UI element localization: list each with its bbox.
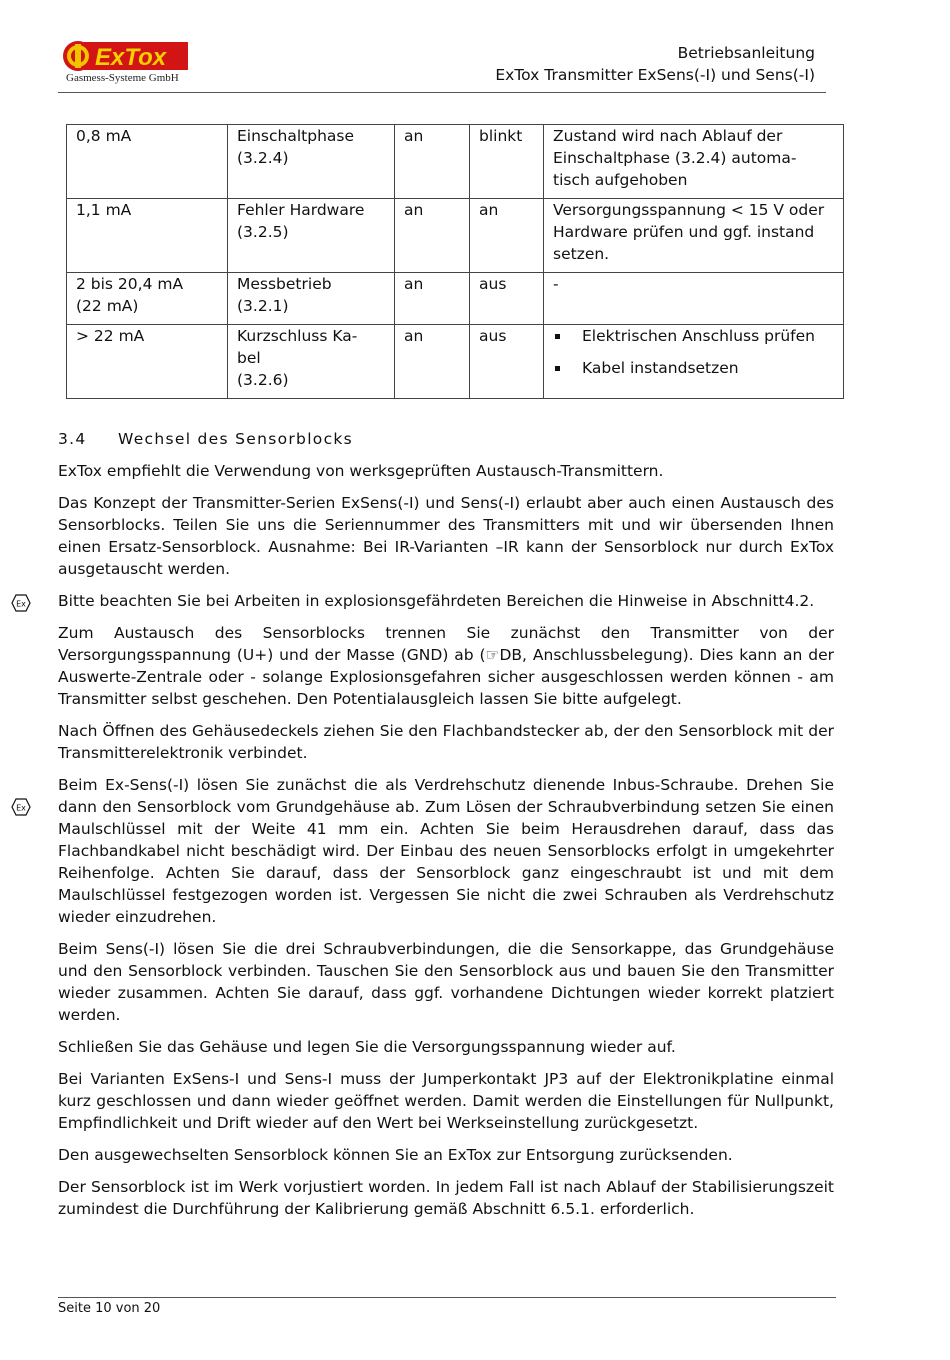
paragraph: Beim Ex-Sens(-I) lösen Sie zunächst die als Verdrehschutz dienende Inbus-Schraube. Drehen Sie dann den Sensorblock vom Grundgehäuse ab. Zum Lösen der Schraubverbindung setzen Sie einen Maulschlüssel mit der Weite 41 mm ein. Achten Sie beim Herausdrehen darauf, dass das Flachbandkabel nicht beschädigt wird. Der Einbau des neuen Sensorblocks erfolgt in umgekehrter Reihenfolge. Achten Sie darauf, dass der Sensorblock ganz eingeschraubt ist und mit dem Maulschlüssel festgezogen worden ist. Vergessen Sie nicht die zwei Schrauben als Verdrehschutz wieder einzudrehen.: [58, 776, 834, 926]
ex-hazard-icon: [11, 798, 31, 816]
list-item: Kabel instandsetzen: [553, 357, 843, 379]
table-cell: an: [395, 273, 470, 325]
company-logo: [62, 40, 190, 88]
paragraph: ExTox empfiehlt die Verwendung von werksgeprüften Austausch-Transmittern.: [58, 462, 664, 480]
table-cell: [544, 325, 844, 399]
extox-logo-mark: [62, 40, 188, 72]
paragraph: Das Konzept der Transmitter-Serien ExSens(-I) und Sens(-I) erlaubt aber auch einen Austausch des Sensorblocks. Teilen Sie uns die Seriennummer des Transmitters mit und wir übersenden Ihnen einen Ersatz-Sensorblock. Ausnahme: Bei IR-Varianten –IR kann der Sensorblock nur durch ExTox ausgetauscht werden.: [58, 494, 834, 578]
paragraph: Bitte beachten Sie bei Arbeiten in explosionsgefährdeten Bereichen die Hinweise in Abschnitt4.2.: [58, 592, 815, 610]
paragraph: Beim Sens(-I) lösen Sie die drei Schraubverbindungen, die die Sensorkappe, das Grundgehäuse und den Sensorblock verbinden. Tauschen Sie den Sensorblock aus und bauen Sie den Transmitter wieder zusammen. Achten Sie darauf, dass ggf. vorhandene Dichtungen wieder korrekt platziert werden.: [58, 940, 834, 1024]
logo-text: ExTox: [95, 44, 167, 71]
paragraph: Schließen Sie das Gehäuse und legen Sie die Versorgungsspannung wieder auf.: [58, 1038, 676, 1056]
header-subtitle: ExTox Transmitter ExSens(-I) und Sens(-I): [495, 66, 815, 84]
table-cell: an: [395, 199, 470, 273]
header-divider: [58, 92, 826, 93]
body-text: [58, 460, 834, 1230]
page-number: Seite 10 von 20: [58, 1301, 161, 1316]
svg-text:Ex: Ex: [16, 599, 26, 609]
table-row: [67, 325, 844, 399]
status-table: [66, 124, 844, 399]
table-row: [67, 273, 844, 325]
table-cell: an: [470, 199, 544, 273]
document-header: [495, 42, 815, 86]
table-cell: an: [395, 125, 470, 199]
table-row: [67, 125, 844, 199]
header-title: Betriebsanleitung: [677, 44, 815, 62]
table-cell: Messbetrieb (3.2.1): [228, 273, 395, 325]
table-cell: 1,1 mA: [67, 199, 228, 273]
table-cell: Zustand wird nach Ablauf der Einschaltphase (3.2.4) automa-tisch aufgehoben: [544, 125, 844, 199]
table-cell: 0,8 mA: [67, 125, 228, 199]
section-title: Wechsel des Sensorblocks: [118, 430, 354, 448]
table-cell: -: [544, 273, 844, 325]
table-cell: Einschaltphase (3.2.4): [228, 125, 395, 199]
bullet-list: [553, 325, 843, 379]
svg-text:Ex: Ex: [16, 803, 26, 813]
paragraph: Bei Varianten ExSens-I und Sens-I muss der Jumperkontakt JP3 auf der Elektronikplatine einmal kurz geschlossen und dann wieder geöffnet werden. Damit werden die Einstellungen für Nullpunkt, Empfindlichkeit und Drift wieder auf den Wert bei Werkseinstellung zurückgesetzt.: [58, 1070, 834, 1132]
table-cell: aus: [470, 325, 544, 399]
table-cell: Fehler Hardware (3.2.5): [228, 199, 395, 273]
paragraph: Den ausgewechselten Sensorblock können Sie an ExTox zur Entsorgung zurücksenden.: [58, 1146, 733, 1164]
table-cell: 2 bis 20,4 mA (22 mA): [67, 273, 228, 325]
paragraph: Zum Austausch des Sensorblocks trennen Sie zunächst den Transmitter von der Versorgungsspannung (U+) und der Masse (GND) ab (☞DB, Anschlussbelegung). Dies kann an der Auswerte-Zentrale oder - solange Explosionsgefahren sicher ausgeschlossen werden können - am Transmitter selbst geschehen. Den Potentialausgleich lassen Sie bitte aufgelegt.: [58, 624, 834, 708]
table-cell: blinkt: [470, 125, 544, 199]
paragraph: Nach Öffnen des Gehäusedeckels ziehen Sie den Flachbandstecker ab, der den Sensorblock mit der Transmitterelektronik verbindet.: [58, 722, 834, 762]
paragraph: Der Sensorblock ist im Werk vorjustiert worden. In jedem Fall ist nach Ablauf der Stabilisierungszeit zumindest die Durchführung der Kalibrierung gemäß Abschnitt 6.5.1. erforderlich.: [58, 1178, 834, 1218]
list-item: Elektrischen Anschluss prüfen: [553, 325, 843, 347]
section-number: 3.4: [58, 430, 87, 448]
section-heading: [58, 428, 353, 450]
footer-divider: [58, 1297, 836, 1298]
table-cell: an: [395, 325, 470, 399]
table-cell: aus: [470, 273, 544, 325]
table-cell: Versorgungsspannung < 15 V oder Hardware prüfen und ggf. instand setzen.: [544, 199, 844, 273]
table-cell: Kurzschluss Ka-bel (3.2.6): [228, 325, 395, 399]
table-row: [67, 199, 844, 273]
ex-hazard-icon: [11, 594, 31, 612]
logo-subtitle: Gasmess-Systeme GmbH: [66, 72, 179, 84]
table-cell: > 22 mA: [67, 325, 228, 399]
